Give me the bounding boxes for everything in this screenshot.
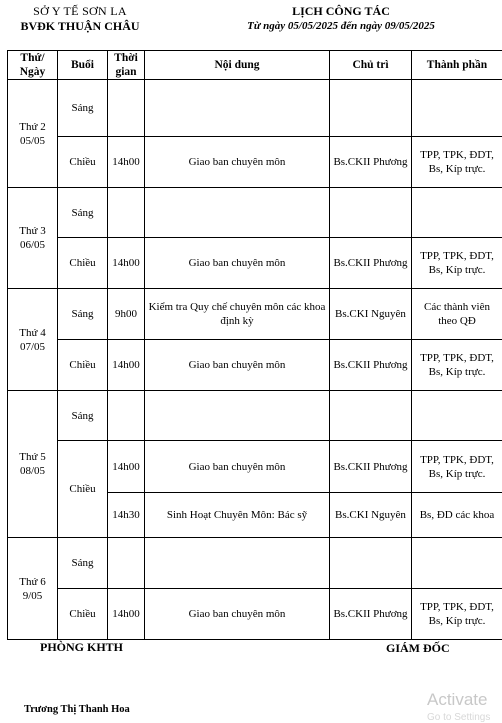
- content-cell: [145, 538, 330, 589]
- session-cell: Chiều: [58, 340, 108, 391]
- members-cell: [412, 538, 502, 589]
- table-row: [8, 391, 502, 441]
- day-cell: Thứ 6 9/05: [8, 538, 58, 640]
- chair-cell: [330, 80, 412, 137]
- table-row: [8, 238, 502, 289]
- content-cell: Giao ban chuyên môn: [145, 137, 330, 188]
- content-cell: [145, 80, 330, 137]
- time-cell: [108, 188, 145, 238]
- chair-cell: [330, 538, 412, 589]
- time-cell: 14h30: [108, 493, 145, 538]
- chair-cell: Bs.CKII Phương: [330, 340, 412, 391]
- session-cell: Sáng: [58, 538, 108, 589]
- session-cell: Sáng: [58, 289, 108, 340]
- content-cell: Giao ban chuyên môn: [145, 441, 330, 493]
- members-cell: TPP, TPK, ĐDT, Bs, Kíp trực.: [412, 238, 502, 289]
- chair-cell: Bs.CKII Phương: [330, 589, 412, 640]
- table-row: [8, 289, 502, 340]
- chair-cell: Bs.CKII Phương: [330, 441, 412, 493]
- signer-name: Trương Thị Thanh Hoa: [24, 704, 130, 715]
- table-row: [8, 80, 502, 137]
- time-cell: 14h00: [108, 137, 145, 188]
- content-cell: [145, 391, 330, 441]
- table-row: [8, 589, 502, 640]
- date-range: Từ ngày 05/05/2025 đến ngày 09/05/2025: [226, 19, 456, 34]
- table-row: [8, 441, 502, 493]
- col-header-members: Thành phần: [412, 51, 502, 80]
- activation-watermark: Activate: [427, 690, 487, 710]
- content-cell: Giao ban chuyên môn: [145, 340, 330, 391]
- session-cell: Sáng: [58, 391, 108, 441]
- table-row: [8, 538, 502, 589]
- org-name: BVĐK THUẬN CHÂU: [0, 19, 160, 34]
- session-cell: Sáng: [58, 80, 108, 137]
- members-cell: TPP, TPK, ĐDT, Bs, Kíp trực.: [412, 340, 502, 391]
- time-cell: 14h00: [108, 340, 145, 391]
- col-header-chair: Chủ trì: [330, 51, 412, 80]
- org-parent: SỞ Y TẾ SƠN LA: [0, 4, 160, 19]
- members-cell: TPP, TPK, ĐDT, Bs, Kíp trực.: [412, 589, 502, 640]
- content-cell: [145, 188, 330, 238]
- chair-cell: [330, 391, 412, 441]
- day-cell: Thứ 3 06/05: [8, 188, 58, 289]
- title-block: [226, 4, 456, 34]
- time-cell: [108, 391, 145, 441]
- time-cell: 14h00: [108, 589, 145, 640]
- col-header-content: Nội dung: [145, 51, 330, 80]
- session-cell: Sáng: [58, 188, 108, 238]
- content-cell: Giao ban chuyên môn: [145, 238, 330, 289]
- members-cell: Bs, ĐD các khoa: [412, 493, 502, 538]
- department-signature-label: PHÒNG KHTH: [40, 640, 123, 655]
- time-cell: 14h00: [108, 238, 145, 289]
- content-cell: Giao ban chuyên môn: [145, 589, 330, 640]
- chair-cell: Bs.CKII Phương: [330, 238, 412, 289]
- session-cell: Chiều: [58, 238, 108, 289]
- day-cell: Thứ 2 05/05: [8, 80, 58, 188]
- col-header-session: Buổi: [58, 51, 108, 80]
- table-row: [8, 188, 502, 238]
- day-cell: Thứ 4 07/05: [8, 289, 58, 391]
- members-cell: TPP, TPK, ĐDT, Bs, Kíp trực.: [412, 441, 502, 493]
- col-header-time: Thời gian: [108, 51, 145, 80]
- content-cell: Sinh Hoạt Chuyên Môn: Bác sỹ: [145, 493, 330, 538]
- table-header-row: [8, 51, 502, 80]
- members-cell: Các thành viên theo QĐ: [412, 289, 502, 340]
- chair-cell: Bs.CKII Phương: [330, 137, 412, 188]
- chair-cell: Bs.CKI Nguyên: [330, 493, 412, 538]
- members-cell: [412, 391, 502, 441]
- col-header-day: Thứ/ Ngày: [8, 51, 58, 80]
- content-cell: Kiểm tra Quy chế chuyên môn các khoa định kỳ: [145, 289, 330, 340]
- members-cell: [412, 188, 502, 238]
- director-signature-label: GIÁM ĐỐC: [386, 641, 450, 656]
- schedule-table: [7, 50, 502, 640]
- day-cell: Thứ 5 08/05: [8, 391, 58, 538]
- session-cell: Chiều: [58, 441, 108, 538]
- time-cell: [108, 538, 145, 589]
- activation-watermark-sub: Go to Settings: [427, 712, 490, 723]
- session-cell: Chiều: [58, 137, 108, 188]
- page-title: LỊCH CÔNG TÁC: [226, 4, 456, 19]
- time-cell: 9h00: [108, 289, 145, 340]
- members-cell: [412, 80, 502, 137]
- table-row: [8, 137, 502, 188]
- org-header: [0, 4, 160, 34]
- chair-cell: Bs.CKI Nguyên: [330, 289, 412, 340]
- time-cell: 14h00: [108, 441, 145, 493]
- session-cell: Chiều: [58, 589, 108, 640]
- members-cell: TPP, TPK, ĐDT, Bs, Kíp trực.: [412, 137, 502, 188]
- table-row: [8, 340, 502, 391]
- time-cell: [108, 80, 145, 137]
- chair-cell: [330, 188, 412, 238]
